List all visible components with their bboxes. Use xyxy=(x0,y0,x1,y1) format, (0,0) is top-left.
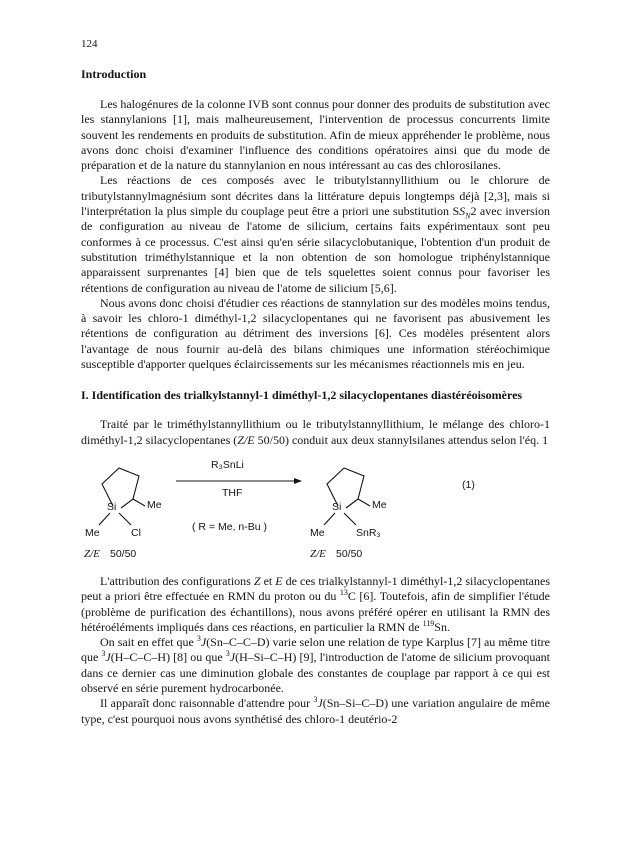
right-stannyl-group: SnR₃ xyxy=(356,526,381,539)
solvent-label: THF xyxy=(222,486,243,499)
intro-paragraph-1: Les halogénures de la colonne IVB sont connus pour donner des produits de substitution avec les stannylanions [1], mais malheureusement, l'intervention de processus concurrents limite souvent les rendements en produits de substitution. Afin de mieux appréhender le problème, nous avons donc choisi d'examiner l'influence des conditions opératoires ainsi que du mode de préparation et de la nature du stannylanion en nous intéressant au cas des chlorosilanes. xyxy=(81,97,550,173)
section-1-heading: I. Identification des trialkylstannyl-1 diméthyl-1,2 silacyclopentanes diastéréoisomères xyxy=(81,388,523,403)
right-si-label: Si xyxy=(332,500,342,513)
page-number: 124 xyxy=(81,38,98,50)
sn-subscript: N xyxy=(465,211,471,221)
right-ratio-value: 50/50 xyxy=(336,547,363,560)
left-ring-methyl: Me xyxy=(147,498,162,511)
left-si-label: Si xyxy=(107,500,117,513)
section-1-paragraph-1: Traité par le triméthylstannyllithium ou le tributylstannyllithium, le mélange des chloro-1 diméthyl-1,2 silacyclopentanes (Z/E 50/50) conduit aux deux stannylsilanes attendus selon l'éq. 1 xyxy=(81,417,550,447)
reagent-label: R₃SnLi xyxy=(211,458,244,471)
equation-number: (1) xyxy=(462,478,475,491)
article-body xyxy=(81,67,550,727)
right-ratio-label: Z/E xyxy=(310,547,326,560)
left-ratio-value: 50/50 xyxy=(110,547,137,560)
right-si-methyl: Me xyxy=(310,526,325,539)
reaction-scheme-drawing xyxy=(81,450,550,566)
intro-paragraph-3: Nous avons donc choisi d'étudier ces réactions de stannylation sur des modèles moins tendus, à savoir les chloro-1 diméthyl-1,2 silacyclopentanes qui ne favorisent pas abusivement les rétentions de configuration au détriment des inversions [6]. Ces modèles présentent alors l'avantage de nous fournir au-delà des bilans chimiques une information stéréochimique susceptible d'apporter quelques éclaircissements sur les mécanismes réactionnels mis en jeu. xyxy=(81,295,550,372)
section-1-paragraph-3: On sait en effet que $^3$J(Sn–C–C–D) varie selon une relation de type Karplus [7] au même titre que $^3$J(H–C–C–H) [8] ou que $^3$J(H–Si–C–H) [9], l'introduction de l'atome de silicium provoquant dans ce dernier cas une diminution globale des constantes de couplage par rapport à ce qui est observé en série purement hydrocarbonée. xyxy=(81,634,550,696)
section-1-paragraph-4: Il apparaît donc raisonnable d'attendre pour $^3$J(Sn–Si–C–D) une variation angulaire de même type, c'est pourquoi nous avons synthétisé des chloro-1 deutério-2 xyxy=(81,695,550,726)
left-si-methyl: Me xyxy=(85,526,100,539)
intro-paragraph-2: Les réactions de ces composés avec le tributylstannyllithium ou le chlorure de tributylstannylmagnésium sont décrites dans la littérature depuis longtemps déjà [2,3], mais si l'interprétation la plus simple du couplage peut être a priori une substitution $SS_N2$ avec inversion de configuration au niveau de l'atome de silicium, certains faits expérimentaux sont peu conformes à ce processus. C'est ainsi qu'en série silacyclobutanique, l'obtention d'un produit de substitution triméthylstannique et la non obtention de son homologue triphénylstannique apparaissent surprenantes [4] bien que de tels squelettes soient connus pour favoriser les rétentions de configuration au niveau de l'atome de silicium [5,6]. xyxy=(81,173,551,295)
right-ring-methyl: Me xyxy=(372,498,387,511)
reaction-arrowhead xyxy=(294,478,302,484)
left-chloro: Cl xyxy=(131,526,141,539)
section-1-paragraph-2: L'attribution des configurations Z et E de ces trialkylstannyl-1 diméthyl-1,2 silacyclopentanes peut a priori être effectuée en RMN du proton ou du $^{13}$C [6]. Toutefois, afin de simplifier l'étude (problème de purification des échantillons), nous avons préféré opérer en utilisant la RMN des hétéroéléments impliqués dans ces réactions, en particulier la RMN de $^{119}$Sn. xyxy=(81,573,550,634)
conditions-label: ( R = Me, n-Bu ) xyxy=(192,520,267,533)
reaction-scheme xyxy=(81,450,550,566)
left-ratio-label: Z/E xyxy=(84,547,100,560)
intro-heading: Introduction xyxy=(81,67,147,81)
